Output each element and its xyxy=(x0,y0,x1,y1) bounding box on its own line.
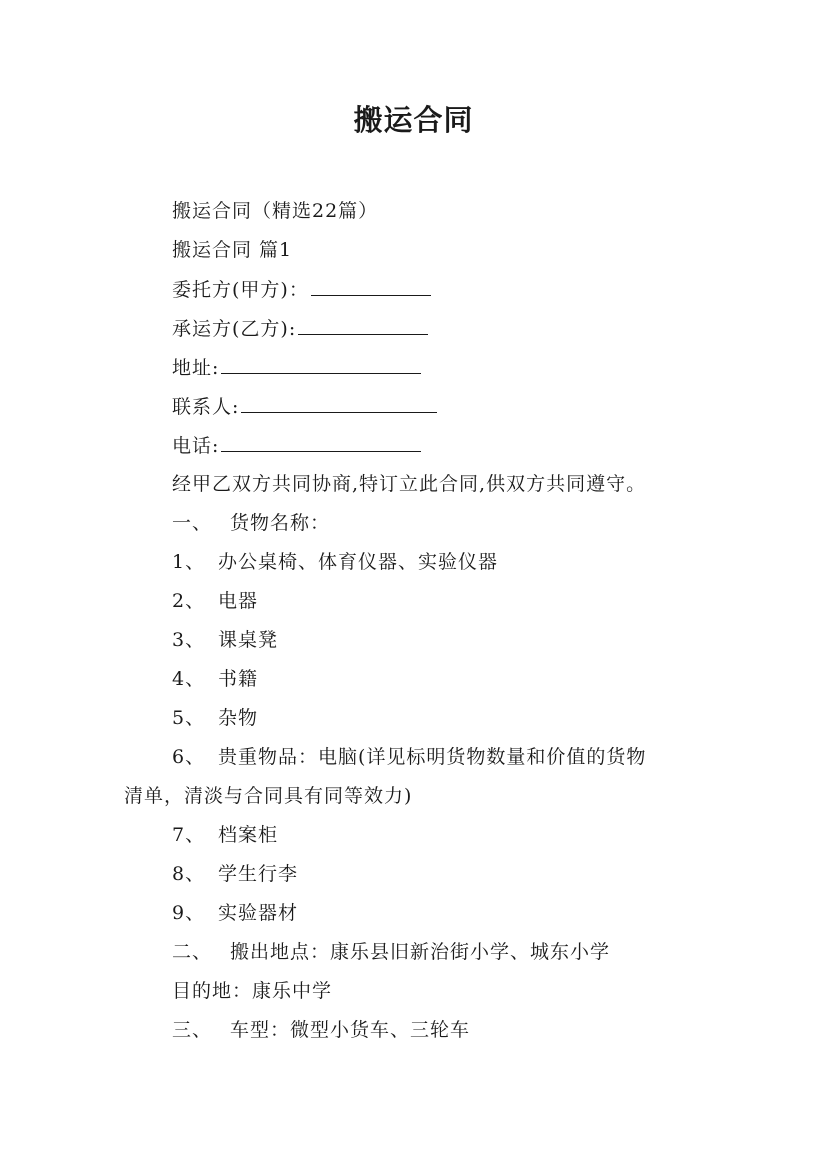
list-item xyxy=(172,822,278,848)
party-a-label: 委托方(甲方)： xyxy=(172,279,309,301)
destination-line: 目的地：康乐中学 xyxy=(172,980,333,1002)
contact-row xyxy=(172,393,437,420)
clause-2 xyxy=(172,939,610,965)
list-item xyxy=(172,549,498,575)
list-item xyxy=(172,861,298,887)
contact-blank xyxy=(241,393,437,413)
list-item xyxy=(172,627,278,653)
contact-label: 联系人: xyxy=(172,396,240,418)
clause-3 xyxy=(172,1017,470,1043)
list-item-text: 办公桌椅、体育仪器、实验仪器 xyxy=(218,551,499,573)
clause-1-text: 货物名称： xyxy=(230,512,331,534)
address-label: 地址: xyxy=(172,357,220,379)
clause-2-number: 二、 xyxy=(172,941,213,963)
section-heading: 搬运合同 篇1 xyxy=(172,239,293,261)
party-b-label: 承运方(乙方): xyxy=(172,318,297,340)
party-a-row xyxy=(172,276,431,303)
list-item-number: 4、 xyxy=(172,668,206,690)
clause-2-text: 搬出地点：康乐县旧新治街小学、城东小学 xyxy=(230,941,611,963)
list-item-text: 书籍 xyxy=(218,668,259,690)
list-item-text: 贵重物品：电脑(详见标明货物数量和价值的货物 xyxy=(218,746,647,768)
list-item-number: 8、 xyxy=(172,863,206,885)
list-item-number: 7、 xyxy=(172,824,206,846)
document-title: 搬运合同 xyxy=(353,103,474,137)
list-item-text: 课桌凳 xyxy=(218,629,279,651)
list-item xyxy=(172,705,258,731)
phone-label: 电话: xyxy=(172,435,220,457)
clause-3-text: 车型：微型小货车、三轮车 xyxy=(230,1019,471,1041)
list-item xyxy=(172,588,258,614)
list-item-number: 2、 xyxy=(172,590,206,612)
list-item-text: 档案柜 xyxy=(218,824,279,846)
list-item xyxy=(172,744,646,770)
clause-1 xyxy=(172,510,330,536)
list-item-text: 实验器材 xyxy=(218,902,299,924)
list-item-number: 9、 xyxy=(172,902,206,924)
clause-1-number: 一、 xyxy=(172,512,213,534)
document-subtitle: 搬运合同（精选22篇） xyxy=(172,200,379,222)
party-a-blank xyxy=(311,276,431,296)
clause-3-number: 三、 xyxy=(172,1019,213,1041)
list-item-number: 3、 xyxy=(172,629,206,651)
list-item xyxy=(172,900,298,926)
party-b-row xyxy=(172,315,428,342)
list-item-number: 6、 xyxy=(172,746,206,768)
phone-blank xyxy=(221,432,421,452)
party-b-blank xyxy=(298,315,428,335)
list-item xyxy=(172,666,258,692)
address-blank xyxy=(221,354,421,374)
list-item-text: 学生行李 xyxy=(218,863,299,885)
list-item-continuation: 清单，清淡与合同具有同等效力) xyxy=(124,785,413,807)
intro-paragraph: 经甲乙双方共同协商,特订立此合同,供双方共同遵守。 xyxy=(172,473,647,495)
phone-row xyxy=(172,432,421,459)
list-item-text: 杂物 xyxy=(218,707,259,729)
list-item-text: 电器 xyxy=(218,590,259,612)
address-row xyxy=(172,354,421,381)
list-item-number: 1、 xyxy=(172,551,206,573)
list-item-number: 5、 xyxy=(172,707,206,729)
